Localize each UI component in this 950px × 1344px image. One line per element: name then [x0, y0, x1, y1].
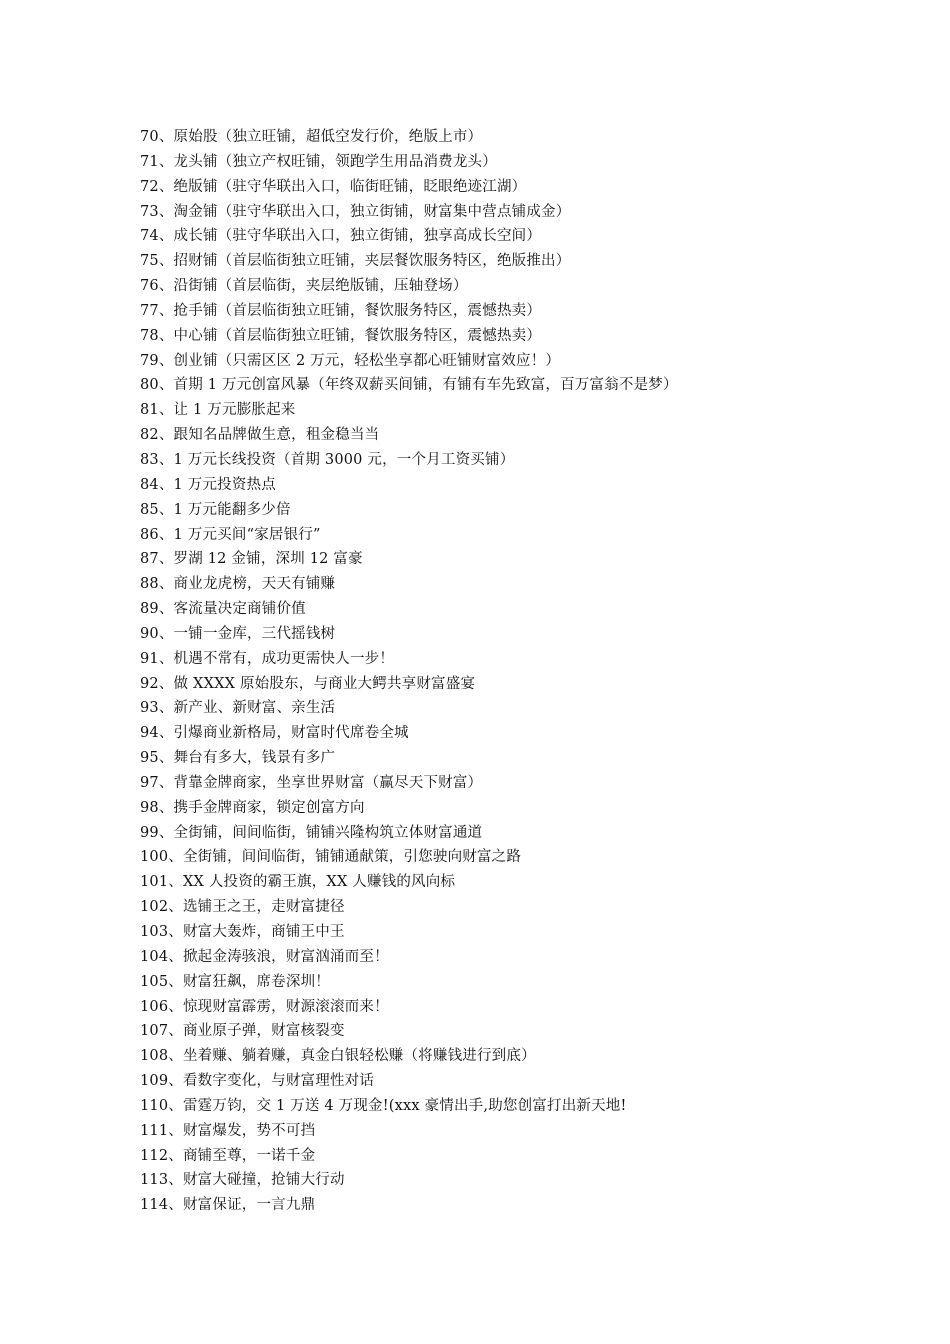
- list-item: 81、让 1 万元膨胀起来: [140, 402, 296, 419]
- list-item: 91、机遇不常有，成功更需快人一步！: [140, 650, 395, 667]
- list-item: 101、XX 人投资的霸王旗，XX 人赚钱的风向标: [140, 874, 456, 891]
- list-item: 108、坐着赚、躺着赚，真金白银轻松赚（将赚钱进行到底）: [140, 1048, 536, 1065]
- list-item: 98、携手金牌商家，锁定创富方向: [140, 799, 365, 816]
- list-item: 113、财富大碰撞，抢铺大行动: [140, 1172, 345, 1189]
- list-item: 105、财富狂飙，席卷深圳！: [140, 973, 330, 990]
- list-item: 97、背靠金牌商家，坐享世界财富（赢尽天下财富）: [140, 774, 483, 791]
- list-item: 100、全街铺，间间临街，铺铺通献策，引您驶向财富之路: [140, 849, 522, 866]
- list-item: 112、商铺至尊，一诺千金: [140, 1147, 316, 1164]
- list-item: 104、掀起金涛骇浪，财富汹涌而至！: [140, 948, 389, 965]
- list-item: 102、选铺王之王，走财富捷径: [140, 899, 345, 916]
- list-item: 73、淘金铺（驻守华联出入口，独立街铺，财富集中营点铺成金）: [140, 203, 571, 220]
- list-item: 86、1 万元买间“家居银行”: [140, 526, 321, 543]
- list-item: 106、惊现财富霹雳，财源滚滚而来！: [140, 998, 389, 1015]
- list-item: 95、舞台有多大，钱景有多广: [140, 750, 336, 767]
- list-item: 92、做 XXXX 原始股东，与商业大鳄共享财富盛宴: [140, 675, 476, 692]
- list-item: 110、雷霆万钧，交 1 万送 4 万现金!(xxx 豪情出手,助您创富打出新天地!: [140, 1097, 627, 1114]
- list-item: 84、1 万元投资热点: [140, 476, 276, 493]
- list-item: 80、首期 1 万元创富风暴（年终双薪买间铺，有铺有车先致富，百万富翁不是梦）: [140, 377, 678, 394]
- list-item: 89、客流量决定商铺价值: [140, 601, 306, 618]
- list-item: 107、商业原子弹，财富核裂变: [140, 1023, 345, 1040]
- list-item: 85、1 万元能翻多少倍: [140, 501, 291, 518]
- list-item: 71、龙头铺（独立产权旺铺，领跑学生用品消费龙头）: [140, 153, 497, 170]
- list-item: 111、财富爆发，势不可挡: [140, 1122, 316, 1139]
- list-item: 77、抢手铺（首层临街独立旺铺，餐饮服务特区，震憾热卖）: [140, 302, 542, 319]
- list-item: 109、看数字变化，与财富理性对话: [140, 1073, 375, 1090]
- list-item: 78、中心铺（首层临街独立旺铺，餐饮服务特区，震憾热卖）: [140, 327, 542, 344]
- list-item: 83、1 万元长线投资（首期 3000 元，一个月工资买铺）: [140, 451, 515, 468]
- list-item: 99、全街铺，间间临街，铺铺兴隆构筑立体财富通道: [140, 824, 483, 841]
- list-item: 90、一铺一金库，三代摇钱树: [140, 625, 336, 642]
- list-item: 70、原始股（独立旺铺，超低空发行价，绝版上市）: [140, 129, 483, 145]
- list-item: 72、绝版铺（驻守华联出入口，临街旺铺，眨眼绝迹江湖）: [140, 178, 527, 195]
- slogan-list: [140, 125, 900, 1218]
- list-item: 79、创业铺（只需区区 2 万元，轻松坐享都心旺铺财富效应！）: [140, 352, 561, 369]
- list-item: 103、财富大轰炸，商铺王中王: [140, 924, 345, 940]
- list-item: 76、沿街铺（首层临街，夹层绝版铺，压轴登场）: [140, 278, 468, 295]
- list-item: 75、招财铺（首层临街独立旺铺，夹层餐饮服务特区，绝版推出）: [140, 253, 571, 270]
- list-item: 114、财富保证，一言九鼎: [140, 1197, 316, 1214]
- list-item: 87、罗湖 12 金铺，深圳 12 富豪: [140, 551, 363, 568]
- list-item: 94、引爆商业新格局，财富时代席卷全城: [140, 725, 409, 742]
- list-item: 82、跟知名品牌做生意，租金稳当当: [140, 427, 380, 444]
- list-item: 74、成长铺（驻守华联出入口，独立街铺，独享高成长空间）: [140, 228, 542, 245]
- list-item: 88、商业龙虎榜，天天有铺赚: [140, 576, 336, 593]
- list-item: 93、新产业、新财富、亲生活: [140, 700, 336, 717]
